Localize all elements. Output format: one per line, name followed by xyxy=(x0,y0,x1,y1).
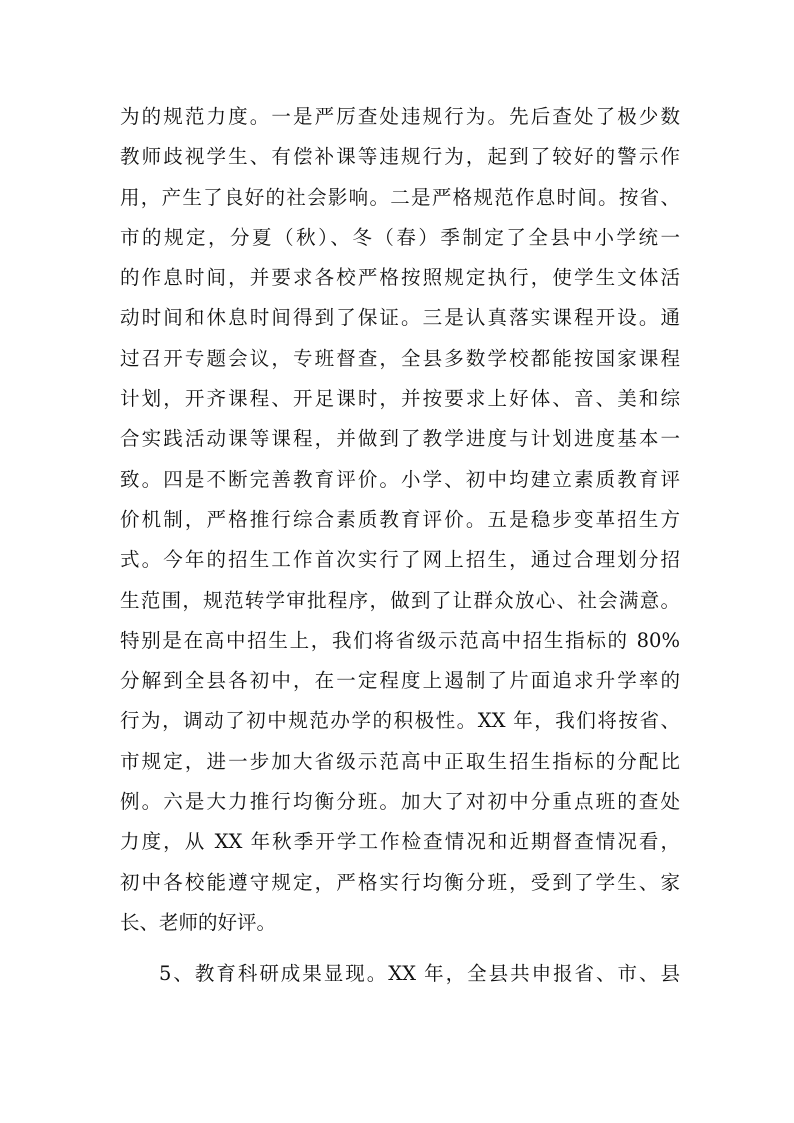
text-line: 例。六是大力推行均衡分班。加大了对初中分重点班的查处 xyxy=(120,790,680,814)
text-line: 教师歧视学生、有偿补课等违规行为，起到了较好的警示作 xyxy=(120,145,680,169)
text-line: 5、教育科研成果显现。XX 年，全县共申报省、市、县 xyxy=(159,962,680,986)
text-line: 分解到全县各初中，在一定程度上遏制了片面追求升学率的 xyxy=(120,669,680,693)
text-line: 市规定，进一步加大省级示范高中正取生招生指标的分配比 xyxy=(120,749,680,773)
paragraph-spacing xyxy=(120,943,680,954)
text-line: 式。今年的招生工作首次实行了网上招生，通过合理划分招 xyxy=(120,548,680,572)
text-line: 生范围，规范转学审批程序，做到了让群众放心、社会满意。 xyxy=(120,588,680,612)
text-line: 过召开专题会议，专班督查，全县多数学校都能按国家课程 xyxy=(120,346,680,370)
text-line: 行为，调动了初中规范办学的积极性。XX 年，我们将按省、 xyxy=(120,709,680,733)
text-line: 初中各校能遵守规定，严格实行均衡分班，受到了学生、家 xyxy=(120,870,680,894)
text-line: 长、老师的好评。 xyxy=(120,910,277,934)
text-line: 力度，从 XX 年秋季开学工作检查情况和近期督查情况看， xyxy=(120,830,680,854)
text-line: 价机制，严格推行综合素质教育评价。五是稳步变革招生方 xyxy=(120,507,680,531)
paragraph-1 xyxy=(120,97,680,943)
text-line: 计划，开齐课程、开足课时，并按要求上好体、音、美和综 xyxy=(120,387,680,411)
paragraph-2 xyxy=(120,954,680,994)
text-line: 致。四是不断完善教育评价。小学、初中均建立素质教育评 xyxy=(120,467,680,491)
text-line: 为的规范力度。一是严厉查处违规行为。先后查处了极少数 xyxy=(120,105,680,128)
text-line: 用，产生了良好的社会影响。二是严格规范作息时间。按省、 xyxy=(120,185,680,209)
text-line: 特别是在高中招生上，我们将省级示范高中招生指标的 80% xyxy=(120,628,680,652)
text-line: 的作息时间，并要求各校严格按照规定执行，使学生文体活 xyxy=(120,266,680,290)
text-line: 合实践活动课等课程，并做到了教学进度与计划进度基本一 xyxy=(120,427,680,451)
body-text xyxy=(120,97,680,995)
text-line: 市的规定，分夏（秋）、冬（春）季制定了全县中小学统一 xyxy=(120,225,680,249)
text-line: 动时间和休息时间得到了保证。三是认真落实课程开设。通 xyxy=(120,306,680,330)
